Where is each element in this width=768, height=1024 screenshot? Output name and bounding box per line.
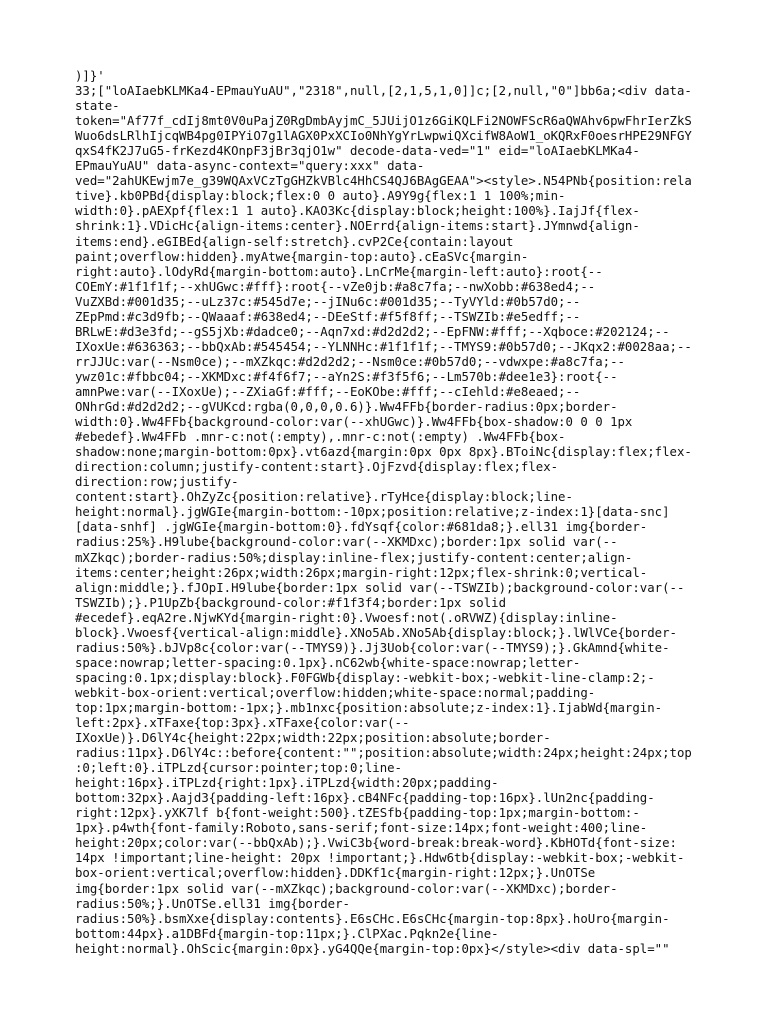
text-line: TSWZIb);}.P1UpZb{background-color:#f1f3f4;border:1px solid — [75, 595, 507, 610]
text-line: shrink:1}.VDicHc{align-items:center}.NOErrd{align-items:start}.JYmnwd{align- — [75, 219, 640, 234]
text-line: qxS4fK2J7uG5-frKezd4KOnpF3jBr3qjO1w" decode-data-ved="1" eid="loAIaebKLMKa4- — [75, 144, 640, 159]
text-line: 1px}.p4wth{font-family:Roboto,sans-serif;font-size:14px;font-weight:400;line- — [75, 821, 648, 836]
text-line: space:nowrap;letter-spacing:0.1px}.nC62wb{white-space:nowrap;letter- — [75, 655, 581, 670]
text-line: COEmY:#1f1f1f;--xhUGwc:#fff}:root{--vZe0jb:#a8c7fa;--nwXobb:#638ed4;-- — [75, 279, 596, 294]
text-line: )]}' — [75, 69, 105, 83]
text-line: bottom:44px}.a1DBFd{margin-top:11px;}.ClPXac.Pqkn2e{line- — [75, 926, 499, 941]
text-line: #ebedef}.Ww4FFb .mnr-c:not(:empty),.mnr-c:not(:empty) .Ww4FFb{box- — [75, 430, 566, 445]
text-line: VuZXBd:#001d35;--uLz37c:#545d7e;--jINu6c:#001d35;--TyVYld:#0b57d0;-- — [75, 294, 581, 309]
text-line: radius:50%;}.UnOTSe.ell31 img{border- — [75, 896, 350, 911]
text-line: EPmauYuAU" data-async-context="query:xxx" data- — [75, 159, 425, 174]
text-line: radius:11px}.D6lY4c::before{content:"";position:absolute;width:24px;height:24px;top — [75, 746, 692, 761]
text-line: token="Af77f_cdIj8mt0V0uPajZ0RgDmbAyjmC_5JUijO1z6GiKQLFi2NOWFScR6aQWAhv6pwFhrIerZkS — [75, 114, 692, 129]
text-line: top:1px;margin-bottom:-1px;}.mb1nxc{position:absolute;z-index:1}.IjabWd{margin- — [75, 700, 663, 715]
text-line: ywz01c:#fbbc04;--XKMDxc:#f4f6f7;--aYn2S:#f3f5f6;--Lm570b:#dee1e3}:root{-- — [75, 369, 618, 384]
text-line: rrJJUc:var(--Nsm0ce);--mXZkqc:#d2d2d2;--Nsm0ce:#0b57d0;--vdwxpe:#a8c7fa;-- — [75, 354, 625, 369]
text-line: IXoxUe:#636363;--bbQxAb:#545454;--YLNNHc:#1f1f1f;--TMYS9:#0b57d0;--JKqx2:#0028aa;-- — [75, 339, 692, 354]
text-line: paint;overflow:hidden}.myAtwe{margin-top:auto}.cEaSVc{margin- — [75, 249, 529, 264]
text-line: width:0}.pAEXpf{flex:1 1 auto}.KAO3Kc{display:block;height:100%}.IajJf{flex- — [75, 204, 640, 219]
text-line: height:16px}.iTPLzd{right:1px}.iTPLzd{width:20px;padding- — [75, 776, 499, 791]
text-line: height:normal}.OhScic{margin:0px}.yG4QQe{margin-top:0px}</style><div data-spl="" — [75, 941, 670, 956]
text-line: direction:row;justify- — [75, 475, 239, 490]
text-line: 33;["loAIaebKLMKa4-EPmauYuAU","2318",null,[2,1,5,1,0]]c;[2,null,"0"]bb6a;<div data- — [75, 84, 692, 99]
text-line: right:12px}.yXK7lf b{font-weight:500}.tZESfb{padding-top:1px;margin-bottom:- — [75, 806, 640, 821]
text-line: [data-snhf] .jgWGIe{margin-bottom:0}.fdYsqf{color:#681da8;}.ell31 img{border- — [75, 520, 648, 535]
text-line: webkit-box-orient:vertical;overflow:hidden;white-space:normal;padding- — [75, 685, 596, 700]
text-line: align:middle;}.fJOpI.H9lube{border:1px solid var(--TSWZIb);background-color:var(-- — [75, 580, 685, 595]
text-line: box-orient:vertical;overflow:hidden}.DDKf1c{margin-right:12px;}.UnOTSe — [75, 866, 596, 881]
text-line: amnPwe:var(--IXoxUe);--ZXiaGf:#fff;--EoKObe:#fff;--cIehld:#e8eaed;-- — [75, 384, 581, 399]
text-line: content:start}.OhZyZc{position:relative}.rTyHce{display:block;line- — [75, 490, 573, 505]
text-line: ONhrGd:#d2d2d2;--gVUKcd:rgba(0,0,0,0.6)}.Ww4FFb{border-radius:0px;border- — [75, 400, 618, 415]
text-line: #ecedef}.eqA2re.NjwKYd{margin-right:0}.Vwoesf:not(.oRVWZ){display:inline- — [75, 610, 618, 625]
text-line: ved="2ahUKEwjm7e_g39WQAxVCzTgGHZkVBlc4HhCS4QJ6BAgGEAA"><style>.N54PNb{position:rela — [75, 174, 692, 189]
text-line: height:20px;color:var(--bbQxAb);}.VwiC3b{word-break:break-word}.KbHOTd{font-size: — [75, 836, 677, 851]
text-line: left:2px}.xTFaxe{top:3px}.xTFaxe{color:var(-- — [75, 716, 410, 731]
text-line: radius:50%}.bJVp8c{color:var(--TMYS9)}.Jj3Uob{color:var(--TMYS9);}.GkAmnd{white- — [75, 640, 670, 655]
text-line: radius:50%}.bsmXxe{display:contents}.E6sCHc.E6sCHc{margin-top:8px}.hoUro{margin- — [75, 911, 670, 926]
text-line: IXoxUe)}.D6lY4c{height:22px;width:22px;position:absolute;border- — [75, 731, 551, 746]
text-line: direction:column;justify-content:start}.OjFzvd{display:flex;flex- — [75, 460, 559, 475]
text-line: ZEpPmd:#c3d9fb;--QWaaaf:#638ed4;--DEeStf:#f5f8ff;--TSWZIb:#e5edff;-- — [75, 309, 581, 324]
text-line: 14px !important;line-height: 20px !important;}.Hdw6tb{display:-webkit-box;-webkit- — [75, 851, 685, 866]
raw-response-text — [75, 69, 715, 957]
text-line: right:auto}.lOdyRd{margin-bottom:auto}.LnCrMe{margin-left:auto}:root{-- — [75, 264, 603, 279]
text-line: spacing:0.1px;display:block}.F0FGWb{display:-webkit-box;-webkit-line-clamp:2;- — [75, 670, 655, 685]
text-line: block}.Vwoesf{vertical-align:middle}.XNo5Ab.XNo5Ab{display:block;}.lWlVCe{border- — [75, 625, 677, 640]
text-line: items:center;height:26px;width:26px;margin-right:12px;flex-shrink:0;vertical- — [75, 565, 648, 580]
text-line: :0;left:0}.iTPLzd{cursor:pointer;top:0;line- — [75, 761, 402, 776]
text-line: tive}.kb0PBd{display:block;flex:0 0 auto}.A9Y9g{flex:1 1 100%;min- — [75, 189, 566, 204]
text-line: radius:25%}.H9lube{background-color:var(--XKMDxc);border:1px solid var(-- — [75, 535, 618, 550]
text-line: shadow:none;margin-bottom:0px}.vt6azd{margin:0px 0px 8px}.BToiNc{display:flex;flex- — [75, 445, 692, 460]
text-line: height:normal}.jgWGIe{margin-bottom:-10px;position:relative;z-index:1}[data-snc] — [75, 505, 670, 520]
text-line: state- — [75, 99, 120, 114]
text-line: mXZkqc);border-radius:50%;display:inline-flex;justify-content:center;align- — [75, 550, 633, 565]
text-line: width:0}.Ww4FFb{background-color:var(--xhUGwc)}.Ww4FFb{box-shadow:0 0 0 1px — [75, 415, 633, 430]
text-line: BRLwE:#d3e3fd;--gS5jXb:#dadce0;--Aqn7xd:#d2d2d2;--EpFNW:#fff;--Xqboce:#202124;-- — [75, 324, 670, 339]
text-line: img{border:1px solid var(--mXZkqc);background-color:var(--XKMDxc);border- — [75, 881, 618, 896]
text-line: items:end}.eGIBEd{align-self:stretch}.cvP2Ce{contain:layout — [75, 234, 514, 249]
text-line: bottom:32px}.Aajd3{padding-left:16px}.cB4NFc{padding-top:16px}.lUn2nc{padding- — [75, 791, 655, 806]
text-line: Wuo6dsLRlhIjcqWB4pg0IPYiO7g1lAGX0PxXCIo0NhYgYrLwpwiQXcifW8AoW1_oKQRxF0oesrHPE29NFGY — [75, 129, 692, 144]
